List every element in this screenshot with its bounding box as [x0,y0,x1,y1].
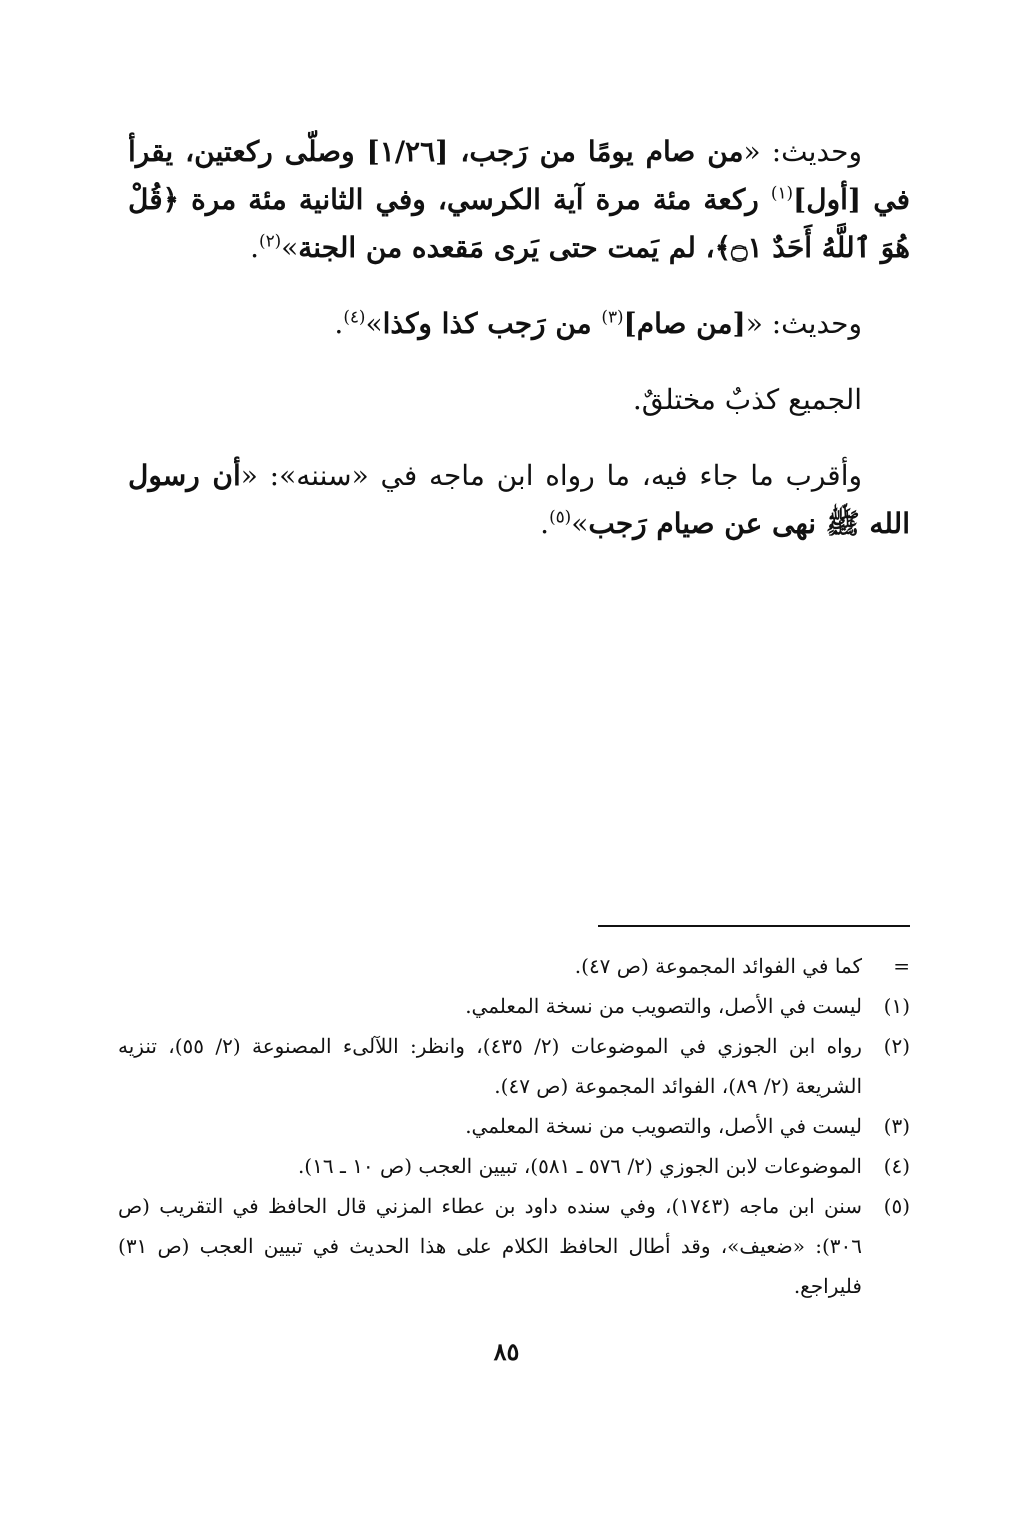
hadith-text-2: [من صام] [623,307,746,340]
footnote-text: الموضوعات لابن الجوزي (٢/ ٥٧٦ ـ ٥٨١)، تبيين العجب (ص ١٠ ـ ١٦). [297,1154,862,1178]
period-1: . [250,231,259,264]
footnote-ref-2[interactable]: (٢) [259,230,282,251]
verdict-text: الجميع كذبٌ مختلقٌ. [632,383,862,416]
footnote-number: (٤) [883,1154,910,1178]
paragraph-1-intro: وحديث: « [743,135,862,168]
paragraph-3 [128,376,910,424]
main-text [128,128,910,576]
footnote-number: (١) [883,994,910,1018]
footnote-ref-4[interactable]: (٤) [343,306,366,327]
footnotes [118,946,910,1306]
footnote-1 [118,986,910,1026]
hadith-text-1: من صام يومًا من رَجب، [١/٢٦] وصلّى ركعتين، يقرأ في [أول] [128,135,910,216]
paragraph-2-intro: وحديث: « [745,307,862,340]
period-2: . [334,307,344,340]
hadith-text-3: أن رسول الله ﷺ نهى عن صيام رَجب [128,459,910,540]
page-number: ٨٥ [493,1337,520,1366]
footnote-5 [118,1186,910,1306]
paragraph-4-intro: وأقرب ما جاء فيه، ما رواه ابن ماجه في «سننه»: « [240,459,862,492]
footnote-ref-1[interactable]: (١) [770,182,794,203]
footnote-continuation [118,946,910,986]
footnote-text: ليست في الأصل، والتصويب من نسخة المعلمي. [465,1114,862,1138]
footnote-3 [118,1106,910,1146]
footnote-text: سنن ابن ماجه (١٧٤٣)، وفي سنده داود بن عطاء المزني قال الحافظ في التقريب (ص ٣٠٦): «ضعيف»، وقد أطال الحافظ الكلام على هذا الحديث في تبيين العجب (ص ٣١) فليراجع. [118,1194,862,1298]
quote-close-3: » [571,507,589,540]
footnote-divider [598,925,910,927]
footnote-text: رواه ابن الجوزي في الموضوعات (٢/ ٤٣٥)، وانظر: اللآلىء المصنوعة (٢/ ٥٥)، تنزيه الشريعة (٢/ ٨٩)، الفوائد المجموعة (ص ٤٧). [118,1034,862,1098]
footnote-number: (٢) [883,1034,910,1058]
footnote-number: (٥) [883,1194,910,1218]
hadith-text-2-cont: من رَجب كذا وكذا [382,307,602,340]
paragraph-4 [128,452,910,548]
footnote-2 [118,1026,910,1106]
hadith-text-1-cont: ركعة مئة مرة آية الكرسي، وفي الثانية مئة مرة ﴿قُلْ هُوَ ٱللَّهُ أَحَدٌ ۝١﴾، لم يَمت حتى يَرى مَقعده من الجنة [128,183,910,264]
paragraph-1 [128,128,910,272]
footnote-ref-5[interactable]: (٥) [549,506,572,527]
footnote-text: ليست في الأصل، والتصويب من نسخة المعلمي. [465,994,862,1018]
footnote-4 [118,1146,910,1186]
period-4: . [540,507,550,540]
footnote-number: = [893,954,910,978]
footnote-number: (٣) [883,1114,910,1138]
footnote-text: كما في الفوائد المجموعة (ص ٤٧). [574,954,862,978]
paragraph-2 [128,300,910,348]
footnote-ref-3[interactable]: (٣) [601,306,624,327]
quote-close-2: » [365,307,383,340]
quote-close-1: » [281,231,299,264]
